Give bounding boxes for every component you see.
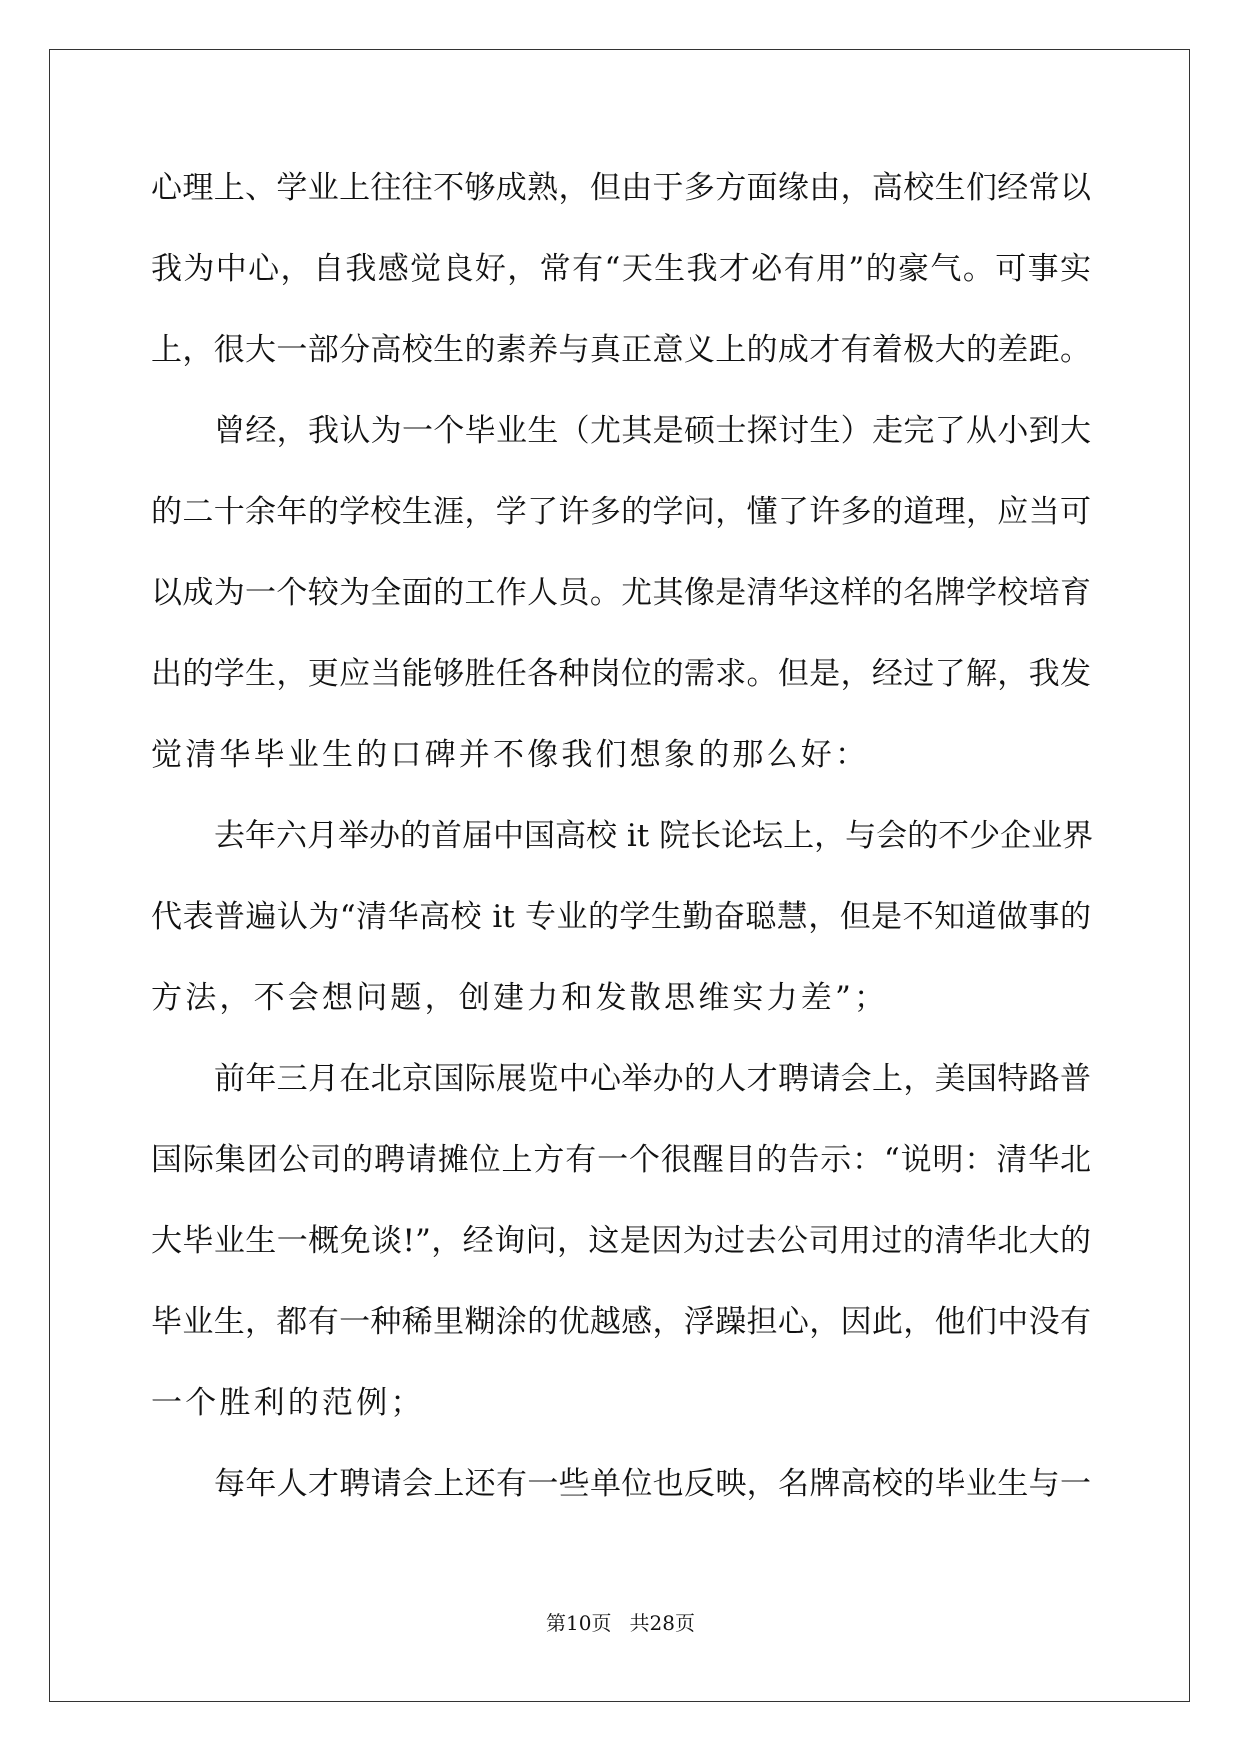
text-line: 国际集团公司的聘请摊位上方有一个很醒目的告示：“说明：清华北 (151, 1142, 1091, 1178)
text-line: 前年三月在北京国际展览中心举办的人才聘请会上，美国特路普 (214, 1061, 1091, 1097)
text-line: 以成为一个较为全面的工作人员。尤其像是清华这样的名牌学校培育 (151, 575, 1091, 611)
page-total: 共28页 (629, 1611, 695, 1635)
text-line: 心理上、学业上往往不够成熟，但由于多方面缘由，高校生们经常以 (151, 170, 1091, 206)
text-line: 去年六月举办的首届中国高校 it 院长论坛上，与会的不少企业界 (214, 818, 1094, 854)
text-line: 的二十余年的学校生涯，学了许多的学问，懂了许多的道理，应当可 (151, 494, 1091, 530)
text-line: 曾经，我认为一个毕业生（尤其是硕士探讨生）走完了从小到大 (214, 413, 1091, 449)
text-line: 代表普遍认为“清华高校 it 专业的学生勤奋聪慧，但是不知道做事的 (151, 899, 1091, 935)
text-line: 大毕业生一概免谈!”，经询问，这是因为过去公司用过的清华北大的 (151, 1223, 1091, 1259)
text-line: 我为中心，自我感觉良好，常有“天生我才必有用”的豪气。可事实 (151, 251, 1091, 287)
page-footer (0, 1608, 1241, 1638)
text-line: 觉清华毕业生的口碑并不像我们想象的那么好： (151, 737, 870, 773)
text-line: 一个胜利的范例； (151, 1385, 425, 1421)
body-text (151, 158, 1094, 1535)
text-line: 方法，不会想问题，创建力和发散思维实力差”； (151, 980, 889, 1016)
text-line: 上，很大一部分高校生的素养与真正意义上的成才有着极大的差距。 (151, 332, 1091, 368)
text-line: 毕业生，都有一种稀里糊涂的优越感，浮躁担心，因此，他们中没有 (151, 1304, 1091, 1340)
page-number: 第10页 (546, 1611, 612, 1635)
text-line: 每年人才聘请会上还有一些单位也反映，名牌高校的毕业生与一 (214, 1466, 1091, 1502)
text-line: 出的学生，更应当能够胜任各种岗位的需求。但是，经过了解，我发 (151, 656, 1091, 692)
